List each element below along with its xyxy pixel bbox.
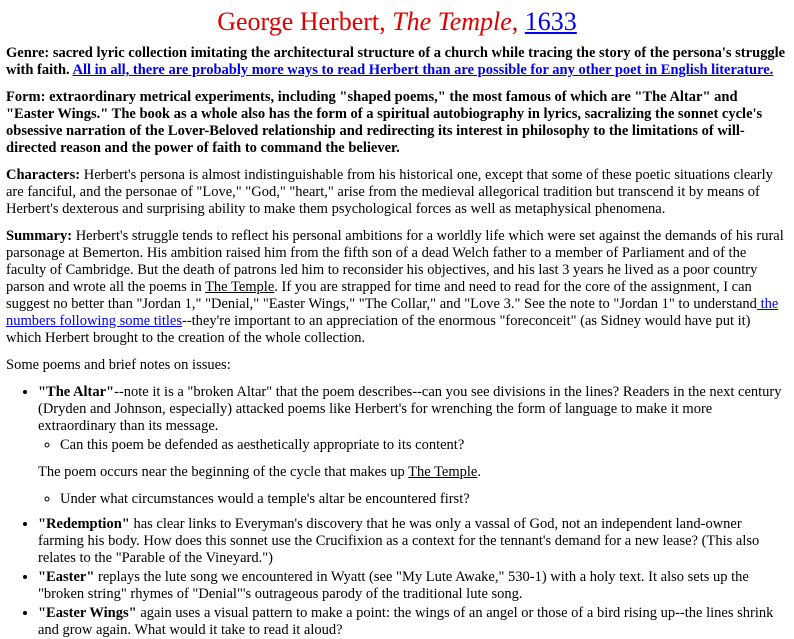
- poem-altar: [38, 384, 788, 508]
- summary-paragraph: [6, 228, 788, 347]
- easter-text: replays the lute song we encountered in Wyatt (see "My Lute Awake," 530-1) with a holy text. It also sets up the "broken string" rhymes of "Denial"'s outrageous parody of the traditional lute song.: [38, 569, 749, 602]
- easter-wings-text: again uses a visual pattern to make a point: the wings of an angel or those of a bird rising up--the lines shrink and grow again. What would it take to read it aloud?: [38, 605, 774, 638]
- form-label: Form:: [6, 89, 50, 105]
- more-ways-link[interactable]: All in all, there are probably more ways to read Herbert than are possible for any other poet in English literature.: [72, 62, 774, 78]
- year-link[interactable]: 1633: [524, 7, 577, 36]
- genre-paragraph: [6, 45, 788, 79]
- altar-title: "The Altar": [38, 384, 115, 400]
- altar-note: [38, 464, 788, 481]
- characters-paragraph: [6, 167, 788, 218]
- easter-title: "Easter": [38, 569, 95, 585]
- easter-wings-title: "Easter Wings": [38, 605, 137, 621]
- characters-label: Characters:: [6, 167, 81, 183]
- altar-note-pre: The poem occurs near the beginning of the cycle that makes up: [38, 464, 409, 480]
- poem-easter: [38, 569, 788, 603]
- altar-question-2: ◦ Under what circumstances would a temple's altar be encountered first?: [60, 491, 788, 508]
- title-author: George Herbert,: [217, 7, 386, 36]
- redemption-title: "Redemption": [38, 516, 130, 532]
- form-text: extraordinary metrical experiments, including "shaped poems," the most famous of which are "The Altar" and "Easter Wings." The book as a whole also has the form of a spiritual autobiography in lyrics, sacralizing the sonnet cycle's obsessive narration of the Lover-Beloved relationship and redirecting its interest in philosophy to the limitations of will-directed reason and the power of faith to command the believer.: [6, 89, 763, 156]
- altar-questions-1: [38, 437, 788, 454]
- redemption-text: has clear links to Everyman's discovery that he was only a vassal of God, not an independent land-owner farming his body. How does this sonnet use the Crucifixion as a context for the tennant's demand for a new lease? (This also relates to the "Parable of the Vineyard."): [38, 516, 760, 566]
- altar-question-1: ◦ Can this poem be defended as aesthetically appropriate to its content?: [60, 437, 788, 454]
- title-comma: ,: [511, 7, 519, 36]
- poems-intro: Some poems and brief notes on issues:: [6, 357, 231, 373]
- altar-text: --note it is a "broken Altar" that the poem describes--can you see divisions in the lines? Readers in the next century (Dryden and Johnson, especially) attacked poems like Herbert's for wrenching the form of language to make it more extraordinary than its message.: [38, 384, 782, 434]
- genre-label: Genre:: [6, 45, 53, 61]
- page-title: [6, 7, 788, 37]
- page: [0, 7, 794, 639]
- title-work: The Temple: [392, 7, 512, 36]
- summary-text-1: Herbert's struggle tends to reflect his personal ambitions for a worldly life which were set against the demands of his rural parsonage at Bemerton. His ambition raised him from the fifth son of a dead Welch father to a member of Parliament and of the faculty of Cambridge. But the death of patrons led him to reconsider his objectives, and his last 3 years he lived as a poor country parson and wrote all the poems in: [6, 228, 784, 295]
- altar-note-post: .: [477, 464, 481, 480]
- summary-temple: The Temple: [205, 279, 275, 295]
- altar-questions-2: [38, 491, 788, 508]
- poem-easter-wings: [38, 605, 788, 639]
- summary-label: Summary:: [6, 228, 73, 244]
- characters-text: Herbert's persona is almost indistinguishable from his historical one, except that some of these poetic situations clearly are fanciful, and the personae of "Love," "God," "heart," arise from the medieval allegorical tradition but transcend it by means of Herbert's dexterous and surprising ability to make them psychological forces as well as metaphysical phenomena.: [6, 167, 773, 217]
- summary-text-3: --they're important to an appreciation of the enormous "foreconceit" (as Sidney would have put it) which Herbert brought to the creation of the whole collection.: [6, 313, 751, 346]
- form-paragraph: [6, 89, 788, 157]
- summary-text-2: . If you are strapped for time and need to read for the core of the assignment, I can suggest no better than "Jordan 1," "Denial," "Easter Wings," "The Collar," and "Love 3." See the note to "Jordan 1" to understand: [6, 279, 757, 312]
- altar-note-temple: The Temple: [408, 464, 478, 480]
- genre-text: sacred lyric collection imitating the architectural structure of a church while tracing the story of the persona's struggle with faith.: [6, 45, 786, 78]
- poem-redemption: [38, 516, 788, 567]
- poem-list: [6, 384, 788, 639]
- numbers-link[interactable]: the numbers following some titles: [6, 296, 779, 329]
